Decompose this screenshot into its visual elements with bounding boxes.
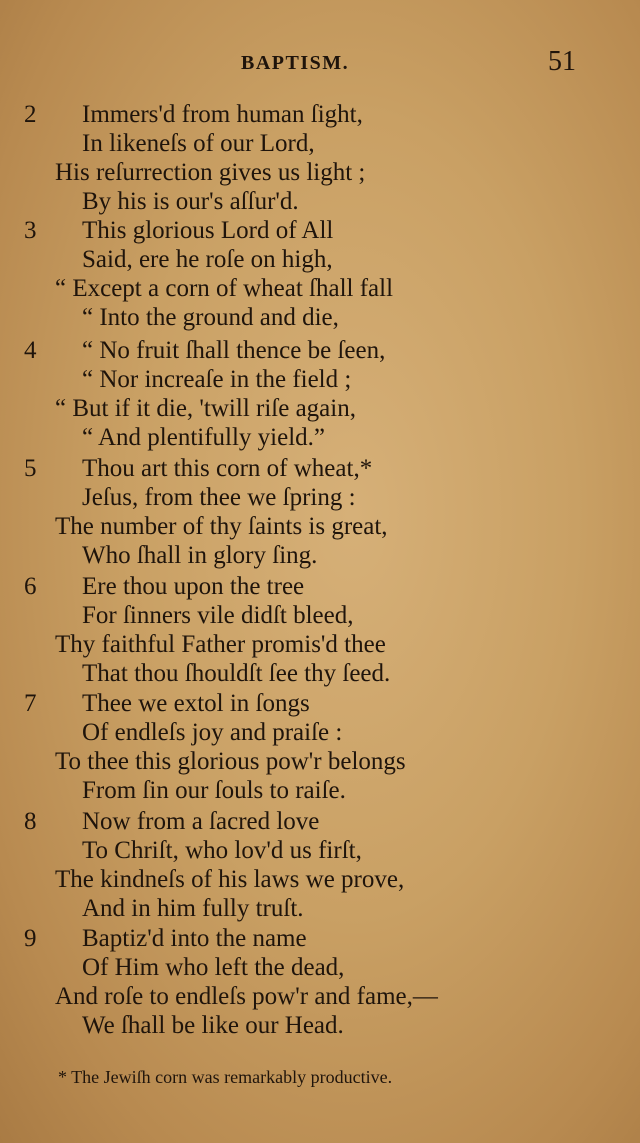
verse-line: His reſurrection gives us light ; <box>55 159 366 186</box>
verse-line: Who ſhall in glory ſing. <box>82 542 318 569</box>
footnote: * The Jewiſh corn was remarkably productive. <box>58 1067 393 1087</box>
verse-line: Now from a ſacred love <box>82 808 320 835</box>
verse-line: Of endleſs joy and praiſe : <box>82 719 343 746</box>
verse-line: To Chriſt, who lov'd us firſt, <box>82 837 362 864</box>
page-header <box>0 46 640 86</box>
verse-line: Of Him who left the dead, <box>82 954 345 981</box>
stanza-number: 8 <box>24 808 37 835</box>
verse-line: Baptiz'd into the name <box>82 925 307 952</box>
verse-line: “ Into the ground and die, <box>82 304 339 331</box>
verse-line: “ And plentifully yield.” <box>82 424 326 451</box>
stanza-number: 7 <box>24 690 37 717</box>
verse-line: Thee we extol in ſongs <box>82 690 310 717</box>
page-number: 51 <box>548 46 576 77</box>
verse-line: This glorious Lord of All <box>82 217 334 244</box>
verse-line: Said, ere he roſe on high, <box>82 246 333 273</box>
stanza-number: 6 <box>24 573 37 600</box>
verse-line: “ No fruit ſhall thence be ſeen, <box>82 337 386 364</box>
verse-line: Immers'd from human ſight, <box>82 101 363 128</box>
stanza-number: 3 <box>24 217 37 244</box>
verse-line: We ſhall be like our Head. <box>82 1012 344 1039</box>
verse-line: To thee this glorious pow'r belongs <box>55 748 406 775</box>
verse-line: By his is our's aſſur'd. <box>82 188 299 215</box>
verse-line: “ Except a corn of wheat ſhall fall <box>55 275 394 302</box>
verse-line: For ſinners vile didſt bleed, <box>82 602 354 629</box>
verse-line: Thou art this corn of wheat,* <box>82 455 373 482</box>
verse-line: That thou ſhouldſt ſee thy ſeed. <box>82 660 391 687</box>
stanza-number: 2 <box>24 101 37 128</box>
verse-line: And roſe to endleſs pow'r and fame,— <box>55 983 438 1010</box>
verse-line: From ſin our ſouls to raiſe. <box>82 777 346 804</box>
verse-line: Jeſus, from thee we ſpring : <box>82 484 356 511</box>
verse-line: “ But if it die, 'twill riſe again, <box>55 395 356 422</box>
running-head: BAPTISM. <box>241 52 350 74</box>
verse-line: The kindneſs of his laws we prove, <box>55 866 405 893</box>
verse-line: The number of thy ſaints is great, <box>55 513 388 540</box>
stanza-number: 4 <box>24 337 37 364</box>
verse-line: Thy faithful Father promis'd thee <box>55 631 386 658</box>
verse-line: Ere thou upon the tree <box>82 573 305 600</box>
verse-line: And in him fully truſt. <box>82 895 304 922</box>
verse-line: “ Nor increaſe in the field ; <box>82 366 352 393</box>
stanza-number: 5 <box>24 455 37 482</box>
verse-line: In likeneſs of our Lord, <box>82 130 315 157</box>
stanza-number: 9 <box>24 925 37 952</box>
